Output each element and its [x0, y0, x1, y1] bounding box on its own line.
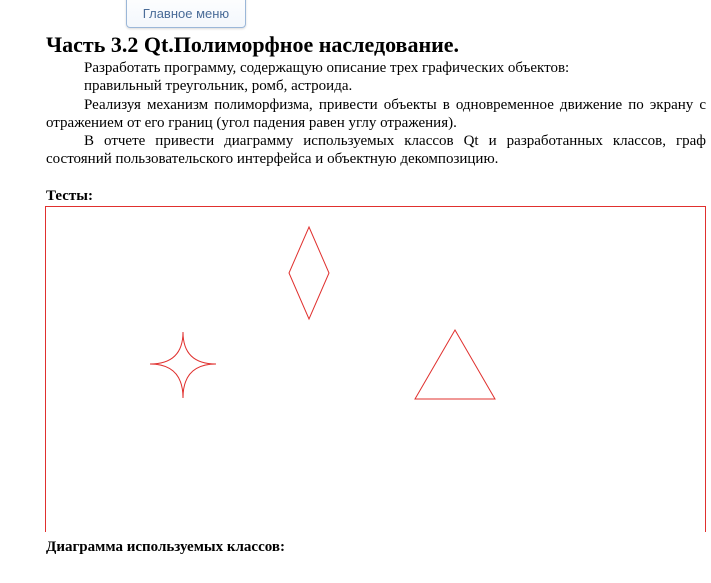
rhombus-shape: [289, 227, 329, 319]
paragraph-objects: правильный треугольник, ромб, астроида.: [84, 78, 353, 95]
test-canvas-drawing: [46, 207, 707, 533]
triangle-shape: [415, 330, 495, 399]
test-canvas: [45, 206, 706, 532]
paragraph-task: Разработать программу, содержащую описание трех графических объектов:: [84, 60, 570, 76]
main-menu-button[interactable]: Главное меню: [126, 0, 246, 28]
page-title: Часть 3.2 Qt.Полиморфное наследование.: [46, 32, 460, 57]
class-diagram-heading: Диаграмма используемых классов:: [46, 539, 285, 555]
astroid-shape: [150, 332, 216, 398]
tests-heading: Тесты:: [46, 188, 94, 204]
paragraph-polymorphism: Реализуя механизм полиморфизма, привести объекты в одновременное движение по экрану с отражением от его границ (угол падения равен углу отражения).: [46, 96, 706, 131]
paragraph-report: В отчете привести диаграмму используемых классов Qt и разработанных классов, граф состояний пользовательского интерфейса и объектную декомпозицию.: [46, 133, 706, 168]
task-description: [46, 59, 706, 169]
